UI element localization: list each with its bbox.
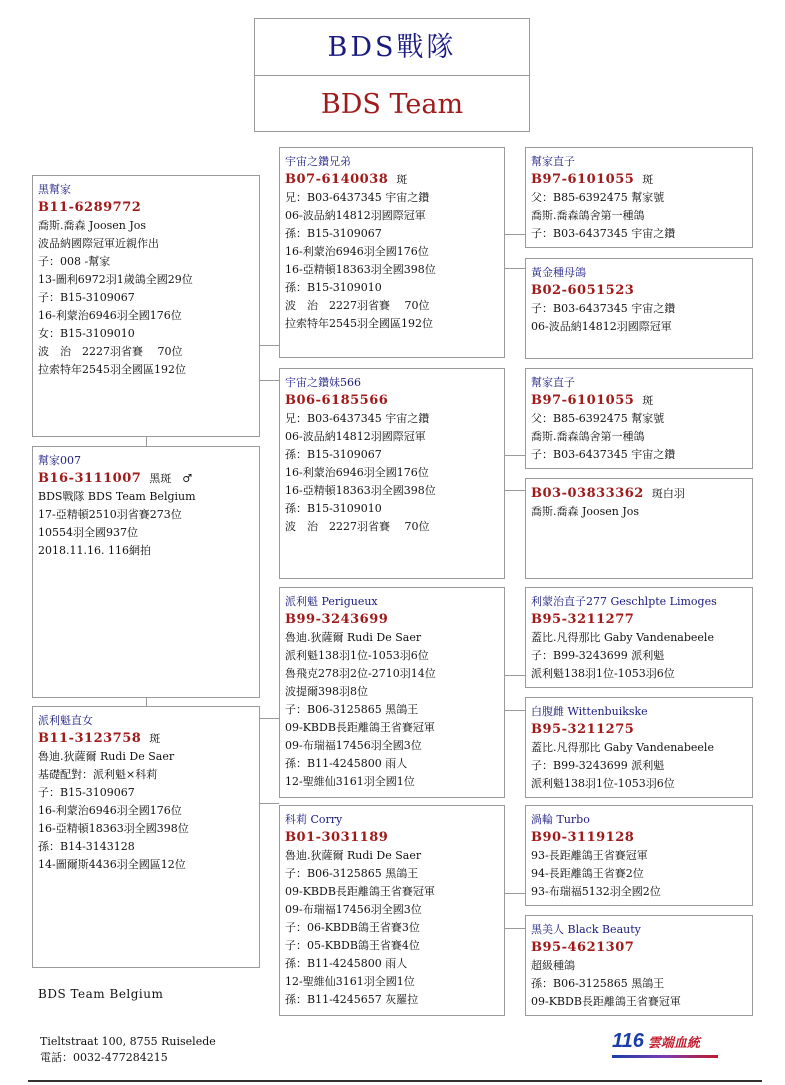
pedigree-line: 16-利蒙治6946羽全國176位 [38,804,182,817]
pedigree-line: 14-圖爾斯4436羽全國區12位 [38,858,186,871]
connector [505,268,525,269]
pedigree-line: 派利魁138羽1位-1053羽6位 [531,777,675,790]
pigeon-name: 派利魁 Perigueux [285,595,378,608]
color-sex: 斑 [149,732,161,745]
pedigree-line: 子：06-KBDB鴿王省賽3位 [285,921,420,934]
pedigree-line: 基礎配對：派利魁×科莉 [38,768,158,781]
dss-card [525,587,753,688]
ring-number: B99-3243699 [285,612,389,627]
ddd-card [525,915,753,1016]
ring-number-row [531,170,752,189]
pedigree-line: 子：B06-3125865 黑鴿王 [285,867,419,880]
pedigree-line: 子：B99-3243699 派利魁 [531,649,665,662]
bottom-rule [28,1080,762,1082]
ring-number: B11-6289772 [38,200,142,215]
pedigree-line: 蓋比.凡得那比 Gaby Vandenabeele [531,741,714,754]
pedigree-line: 10554羽全國937位 [38,526,138,539]
sire-card [32,175,260,437]
pedigree-line: 魯迪.狄薩爾 Rudi De Saer [38,750,175,763]
sdd-card [525,478,753,579]
ring-number-row [531,281,752,300]
dsd-card [525,697,753,798]
pedigree-line: 魯迪.狄薩爾 Rudi De Saer [285,631,422,644]
pedigree-line: 喬斯.喬森鴿舍第一種鴿 [531,430,645,443]
pedigree-line: 魯飛克278羽2位-2710羽14位 [285,667,436,680]
pedigree-line: 超級種鴿 [531,959,575,972]
pedigree-line: 子：05-KBDB鴿王省賽4位 [285,939,420,952]
pigeon-name: 派利魁直女 [38,714,93,727]
ring-number: B95-3211277 [531,612,635,627]
ssd-card [525,258,753,359]
pedigree-line: 16-利蒙治6946羽全國176位 [285,245,429,258]
pedigree-line: 12-聖維仙3161羽全國1位 [285,975,415,988]
ring-number: B01-3031189 [285,830,389,845]
pedigree-line: 子：B03-6437345 宇宙之鑽 [531,227,676,240]
ring-number-row [38,729,259,748]
title-chinese: BDS戰隊 [255,19,529,76]
sire-sire-card [279,147,505,358]
sds-card [525,368,753,469]
connector [146,437,147,446]
ring-number-row [531,720,752,739]
dam-sire-card [279,587,505,798]
pedigree-line: 波 治 2227羽省賽 70位 [38,345,183,358]
footer-team-name: BDS Team Belgium [38,987,164,1001]
pigeon-name: 白腹雌 Wittenbuikske [531,705,648,718]
pedigree-line: 孫：B11-4245657 灰羅拉 [285,993,419,1006]
connector [260,803,279,804]
ring-number-row [285,391,504,410]
subject-card [32,446,260,698]
connector [260,718,279,719]
color-sex: 斑白羽 [651,487,685,500]
connector [260,380,279,381]
pigeon-name: 黑美人 Black Beauty [531,923,641,936]
ring-number-row [38,469,259,488]
pedigree-line: 波 治 2227羽省賽 70位 [285,299,430,312]
ring-number-row [285,170,504,189]
ring-number-row [285,828,504,847]
ring-number: B90-3119128 [531,830,635,845]
pedigree-line: 子：B03-6437345 宇宙之鑽 [531,302,676,315]
connector [260,345,279,346]
ring-number: B03-03833362 [531,486,644,501]
pedigree-line: 波提爾398羽8位 [285,685,368,698]
logo-number: 116 [612,1030,644,1052]
color-sex: 斑 [642,173,654,186]
pedigree-line: 孫：B14-3143128 [38,840,135,853]
dds-card [525,805,753,906]
ring-number: B95-4621307 [531,940,635,955]
color-sex: 斑 [396,173,408,186]
pedigree-line: 子：B15-3109067 [38,291,135,304]
ring-number: B07-6140038 [285,172,389,187]
pedigree-line: 93-長距離鴿王省賽冠軍 [531,849,648,862]
pedigree-line: 父：B85-6392475 幫家號 [531,412,665,425]
pedigree-line: 兄：B03-6437345 宇宙之鑽 [285,412,430,425]
connector [146,698,147,706]
connector [505,928,525,929]
pedigree-line: 孫：B11-4245800 雨人 [285,957,408,970]
pedigree-line: 16-利蒙治6946羽全國176位 [285,466,429,479]
title-english: BDS Team [320,89,464,120]
pedigree-line: 兄：B03-6437345 宇宙之鑽 [285,191,430,204]
pigeon-name: 黃金種母鴿 [531,266,586,279]
footer-address: Tieltstraat 100, 8755 Ruiselede [40,1035,216,1048]
connector [505,234,525,235]
pedigree-line: 孫：B15-3109010 [285,502,382,515]
pedigree-line: 子：B99-3243699 派利魁 [531,759,665,772]
pedigree-line: 09-KBDB長距離鴿王省賽冠軍 [531,995,681,1008]
ring-number: B11-3123758 [38,731,142,746]
pedigree-line: 13-圖利6972羽1歲鴿全國29位 [38,273,193,286]
pedigree-line: BDS戰隊 BDS Team Belgium [38,490,196,503]
ring-number-row [38,198,259,217]
sire-dam-card [279,368,505,579]
dam-card [32,706,260,968]
sss-card [525,147,753,248]
ring-number: B06-6185566 [285,393,389,408]
pedigree-line: 09-KBDB長距離鴿王省賽冠軍 [285,885,435,898]
ring-number-row [531,484,752,503]
pigeon-name: 利蒙治直子277 Geschlpte Limoges [531,595,717,608]
ring-number: B97-6101055 [531,172,635,187]
pedigree-line: 94-長距離鴿王省賽2位 [531,867,644,880]
pedigree-line: 喬斯.喬森 Joosen Jos [531,505,640,518]
title-box [254,18,530,132]
pedigree-line: 子：B15-3109067 [38,786,135,799]
ring-number-row [531,391,752,410]
pedigree-line: 09-KBDB長距離鴿王省賽冠軍 [285,721,435,734]
pigeon-name: 科莉 Corry [285,813,343,826]
pigeon-name: 宇宙之鑽妹566 [285,376,361,389]
pedigree-line: 06-波品納14812羽國際冠軍 [531,320,672,333]
ring-number-row [285,610,504,629]
pigeon-name: 幫家直子 [531,155,575,168]
pedigree-line: 06-波品納14812羽國際冠軍 [285,209,426,222]
pedigree-line: 喬斯.喬森鴿舍第一種鴿 [531,209,645,222]
pedigree-line: 孫：B11-4245800 雨人 [285,757,408,770]
logo-underline [612,1055,718,1058]
pedigree-line: 子：B03-6437345 宇宙之鑽 [531,448,676,461]
pigeon-name: 黑幫家 [38,183,71,196]
footer-phone: 電話：0032-477284215 [40,1051,168,1064]
pedigree-line: 16-亞精頓18363羽全國398位 [38,822,189,835]
pedigree-line: 12-聖維仙3161羽全國1位 [285,775,415,788]
ring-number-row [531,938,752,957]
pedigree-line: 喬斯.喬森 Joosen Jos [38,219,147,232]
pedigree-line: 派利魁138羽1位-1053羽6位 [531,667,675,680]
pedigree-line: 子：008 -幫家 [38,255,111,268]
pedigree-line: 孫：B06-3125865 黑鴿王 [531,977,665,990]
pedigree-line: 父：B85-6392475 幫家號 [531,191,665,204]
pedigree-line: 孫：B15-3109010 [285,281,382,294]
connector [505,490,525,491]
ring-number-row [531,610,752,629]
pedigree-line: 派利魁138羽1位-1053羽6位 [285,649,429,662]
ring-number: B95-3211275 [531,722,635,737]
pedigree-line: 拉索特年2545羽全國區192位 [285,317,433,330]
pigeon-name: 渦輪 Turbo [531,813,590,826]
pigeon-name: 幫家007 [38,454,81,467]
connector [505,893,525,894]
color-sex: 黑斑 ♂ [149,472,193,485]
pedigree-line: 09-布瑞福17456羽全國3位 [285,739,422,752]
connector [505,455,525,456]
pedigree-line: 2018.11.16. 116網拍 [38,544,151,557]
ring-number: B97-6101055 [531,393,635,408]
connector [505,675,525,676]
logo-text: 雲端血統 [647,1036,700,1051]
pedigree-line: 16-利蒙治6946羽全國176位 [38,309,182,322]
ring-number-row [531,828,752,847]
pigeon-name: 幫家直子 [531,376,575,389]
pedigree-line: 女：B15-3109010 [38,327,135,340]
color-sex: 斑 [642,394,654,407]
pedigree-line: 魯迪.狄薩爾 Rudi De Saer [285,849,422,862]
pedigree-line: 孫：B15-3109067 [285,227,382,240]
footer-contact [40,1034,216,1066]
connector [505,710,525,711]
pedigree-line: 孫：B15-3109067 [285,448,382,461]
ring-number: B16-3111007 [38,471,142,486]
pedigree-line: 16-亞精頓18363羽全國398位 [285,484,436,497]
pedigree-line: 06-波品納14812羽國際冠軍 [285,430,426,443]
pedigree-line: 波 治 2227羽省賽 70位 [285,520,430,533]
ring-number: B02-6051523 [531,283,635,298]
pedigree-line: 17-亞精頓2510羽省賽273位 [38,508,182,521]
pedigree-line: 拉索特年2545羽全國區192位 [38,363,186,376]
pedigree-line: 09-布瑞福17456羽全國3位 [285,903,422,916]
brand-logo [612,1030,700,1056]
pedigree-line: 蓋比.凡得那比 Gaby Vandenabeele [531,631,714,644]
pedigree-line: 93-布瑞福5132羽全國2位 [531,885,661,898]
dam-dam-card [279,805,505,1016]
pedigree-line: 波品納國際冠軍近親作出 [38,237,159,250]
pedigree-line: 16-亞精頓18363羽全國398位 [285,263,436,276]
pedigree-line: 子：B06-3125865 黑鴿王 [285,703,419,716]
pigeon-name: 宇宙之鑽兄弟 [285,155,351,168]
